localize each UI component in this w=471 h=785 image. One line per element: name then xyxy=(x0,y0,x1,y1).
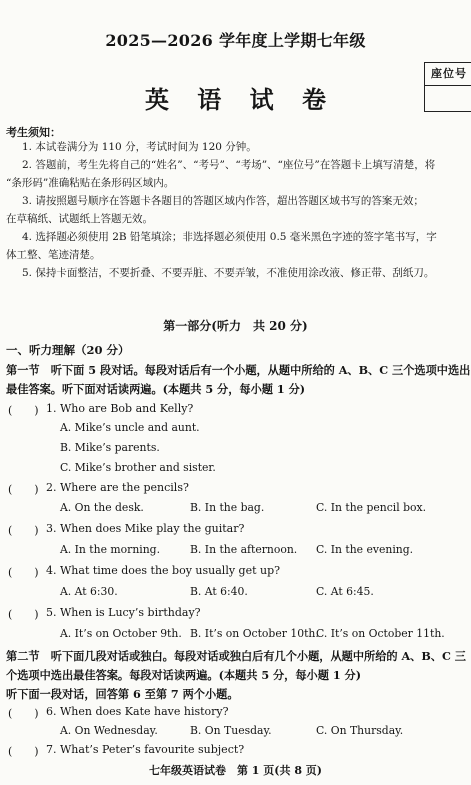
question-2: 2. Where are the pencils? xyxy=(46,481,189,494)
notice-heading: 考生须知： xyxy=(6,126,61,139)
answer-blank-1[interactable]: ( ) xyxy=(8,404,39,417)
section-one-instruction-2: 最佳答案。听下面对话读两遍。(本题共 5 分，每小题 1 分) xyxy=(6,382,306,396)
q5-option-b: B. It’s on October 10th. xyxy=(190,627,319,640)
listening-section-heading: 一、听力理解（20 分） xyxy=(6,343,130,357)
notice-item-1: 1. 本试卷满分为 110 分，考试时间为 120 分钟。 xyxy=(22,141,257,153)
answer-blank-3[interactable]: ( ) xyxy=(8,524,39,537)
q4-option-b: B. At 6:40. xyxy=(190,585,248,598)
q2-option-b: B. In the bag. xyxy=(190,501,265,514)
notice-item-2-cont: “条形码”准确粘贴在条形码区域内。 xyxy=(6,177,175,189)
q1-option-c: C. Mike’s brother and sister. xyxy=(60,461,216,474)
answer-blank-6[interactable]: ( ) xyxy=(8,707,39,720)
answer-blank-5[interactable]: ( ) xyxy=(8,608,39,621)
section-two-instruction-2: 个选项中选出最佳答案。每段对话读两遍。(本题共 5 分，每小题 1 分) xyxy=(6,668,361,682)
school-year-title: 2025—2026 学年度上学期七年级 xyxy=(105,31,366,50)
q5-option-a: A. It’s on October 9th. xyxy=(60,627,182,640)
seat-number-label: 座位号 xyxy=(425,63,471,86)
q4-option-c: C. At 6:45. xyxy=(316,585,374,598)
answer-blank-2[interactable]: ( ) xyxy=(8,483,39,496)
q2-option-c: C. In the pencil box. xyxy=(316,501,427,514)
notice-item-2: 2. 答题前，考生先将自己的“姓名”、“考号”、“考场”、“座位号”在答题卡上填写清楚，将 xyxy=(22,159,436,171)
q3-option-b: B. In the afternoon. xyxy=(190,543,298,556)
q1-option-a: A. Mike’s uncle and aunt. xyxy=(60,421,200,434)
q6-option-a: A. On Wednesday. xyxy=(60,724,158,737)
notice-item-4-cont: 体工整、笔迹清楚。 xyxy=(6,249,101,261)
dialogue-intro: 听下面一段对话，回答第 6 至第 7 两个小题。 xyxy=(6,687,239,701)
question-1: 1. Who are Bob and Kelly? xyxy=(46,402,194,415)
question-5: 5. When is Lucy’s birthday? xyxy=(46,606,201,619)
section-two-instruction-1: 第二节 听下面几段对话或独白。每段对话或独白后有几个小题，从题中所给的 A、B、C 三 xyxy=(6,649,466,663)
answer-blank-4[interactable]: ( ) xyxy=(8,566,39,579)
q6-option-b: B. On Tuesday. xyxy=(190,724,272,737)
question-4: 4. What time does the boy usually get up? xyxy=(46,564,281,577)
notice-item-3: 3. 请按照题号顺序在答题卡各题目的答题区域内作答，超出答题区域书写的答案无效； xyxy=(22,195,424,207)
part-one-title: 第一部分(听力 共 20 分) xyxy=(163,319,308,333)
q1-option-b: B. Mike’s parents. xyxy=(60,441,160,454)
q3-option-a: A. In the morning. xyxy=(60,543,161,556)
exam-title: 英 语 试 卷 xyxy=(144,85,337,114)
q5-option-c: C. It’s on October 11th. xyxy=(316,627,445,640)
notice-item-5: 5. 保持卡面整洁，不要折叠、不要弄脏、不要弄皱，不准使用涂改液、修正带、刮纸刀。 xyxy=(22,267,435,279)
section-one-instruction-1: 第一节 听下面 5 段对话。每段对话后有一个小题，从题中所给的 A、B、C 三个选项中选出 xyxy=(6,363,471,377)
question-7: 7. What’s Peter’s favourite subject? xyxy=(46,743,245,756)
q3-option-c: C. In the evening. xyxy=(316,543,414,556)
page-footer: 七年级英语试卷 第 1 页(共 8 页) xyxy=(148,764,323,777)
seat-number-box xyxy=(424,62,471,112)
question-3: 3. When does Mike play the guitar? xyxy=(46,522,245,535)
q2-option-a: A. On the desk. xyxy=(60,501,144,514)
notice-item-3-cont: 在草稿纸、试题纸上答题无效。 xyxy=(6,213,153,225)
notice-item-4: 4. 选择题必须使用 2B 铅笔填涂；非选择题必须使用 0.5 毫米黑色字迹的签字笔书写，字 xyxy=(22,231,437,243)
q4-option-a: A. At 6:30. xyxy=(60,585,118,598)
question-6: 6. When does Kate have history? xyxy=(46,705,229,718)
answer-blank-7[interactable]: ( ) xyxy=(8,745,39,758)
q6-option-c: C. On Thursday. xyxy=(316,724,404,737)
